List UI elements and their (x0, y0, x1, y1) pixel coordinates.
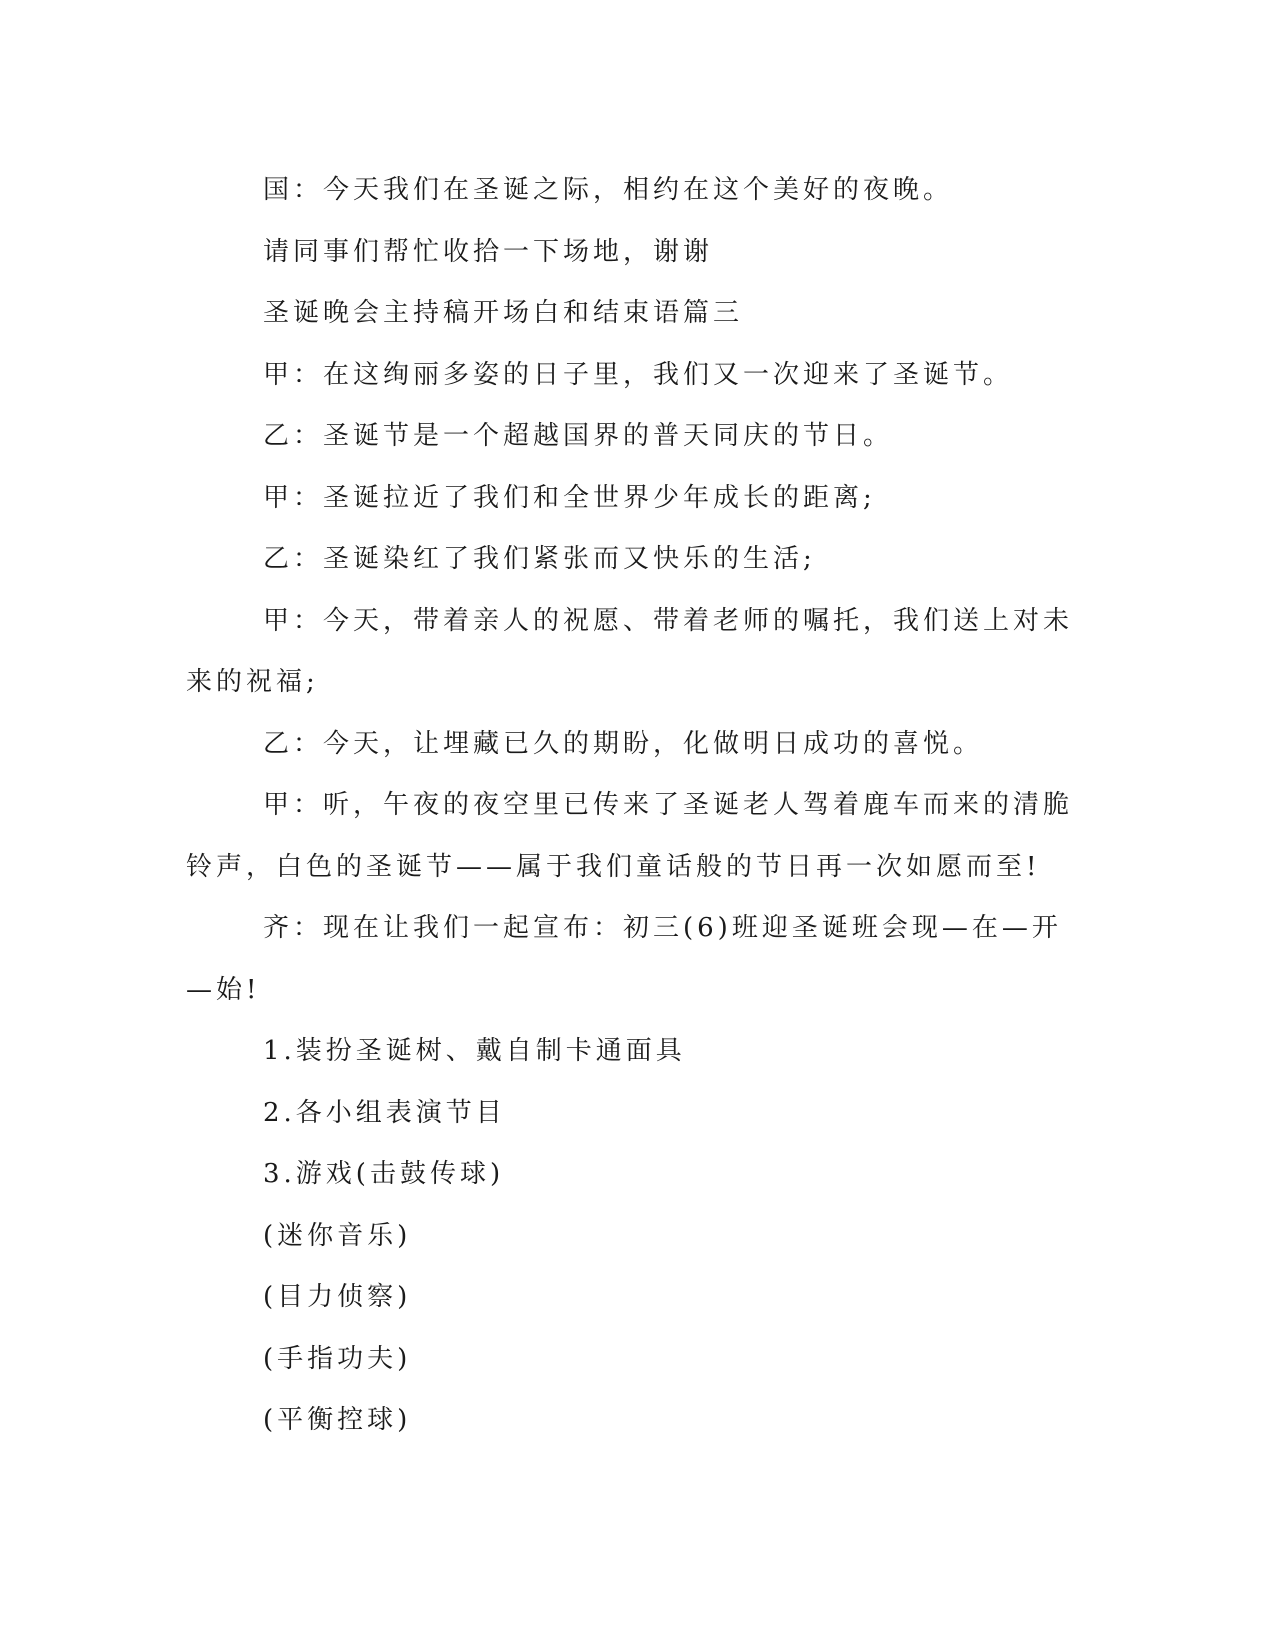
paragraph: 乙：今天，让埋藏已久的期盼，化做明日成功的喜悦。 (263, 728, 984, 759)
paragraph: 甲：今天，带着亲人的祝愿、带着老师的嘱托，我们送上对未来的祝福; (186, 605, 1074, 697)
paragraph: 乙：圣诞节是一个超越国界的普天同庆的节日。 (263, 421, 894, 451)
list-item: (平衡控球) (263, 1405, 412, 1435)
document-body (186, 160, 1078, 1452)
list-item: (手指功夫) (263, 1343, 412, 1374)
paragraph: 齐：现在让我们一起宣布：初三(6)班迎圣诞班会现—在—开—始! (186, 913, 1062, 1005)
paragraph: 乙：圣诞染红了我们紧张而又快乐的生活; (263, 544, 816, 574)
list-item: (迷你音乐) (263, 1220, 412, 1251)
paragraph: 甲：圣诞拉近了我们和全世界少年成长的距离; (263, 482, 876, 513)
paragraph: 请同事们帮忙收拾一下场地，谢谢 (263, 236, 714, 267)
list-item: 3.游戏(击鼓传球) (263, 1159, 505, 1189)
paragraph: 甲：听，午夜的夜空里已传来了圣诞老人驾着鹿车而来的清脆铃声，白色的圣诞节——属于我们童话般的节日再一次如愿而至! (186, 790, 1074, 882)
list-item: 1.装扮圣诞树、戴自制卡通面具 (263, 1036, 686, 1066)
list-item: (目力侦察) (263, 1282, 412, 1312)
section-heading: 圣诞晚会主持稿开场白和结束语篇三 (263, 298, 744, 328)
paragraph: 甲：在这绚丽多姿的日子里，我们又一次迎来了圣诞节。 (263, 359, 1014, 390)
list-item: 2.各小组表演节目 (263, 1097, 506, 1128)
paragraph: 国：今天我们在圣诞之际，相约在这个美好的夜晚。 (263, 175, 954, 205)
